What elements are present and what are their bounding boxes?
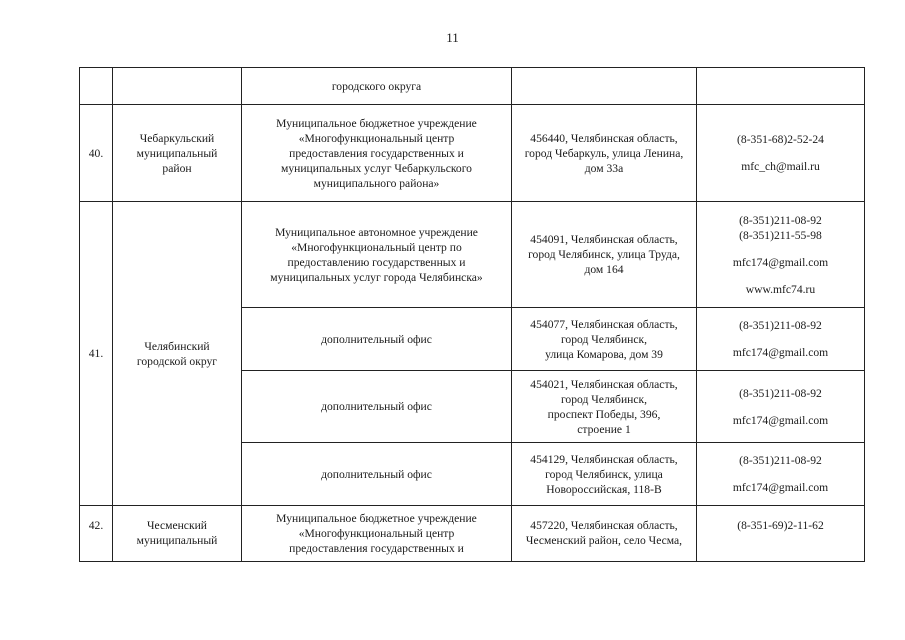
address-line: улица Комарова, дом 39 <box>545 347 663 361</box>
address-cell <box>512 506 696 561</box>
district-cell <box>113 506 241 561</box>
address-line: 454129, Челябинская область, <box>530 452 678 466</box>
organization-cell <box>242 371 511 442</box>
organization-line: муниципального района» <box>313 176 440 190</box>
contacts-cell <box>697 506 864 561</box>
row-number-cell <box>80 105 112 201</box>
organization-line: Муниципальное бюджетное учреждение <box>276 512 477 525</box>
district-line: Чесменский <box>147 519 207 532</box>
address-line: Чесменский район, село Чесма, <box>525 534 683 547</box>
address-line: 454077, Челябинская область, <box>530 317 678 331</box>
address-line: город Челябинск, улица Труда, <box>528 248 680 261</box>
address-line: строение 1 <box>577 422 631 436</box>
contacts-cell <box>697 308 864 370</box>
organization-cell <box>242 105 511 201</box>
row-number: 40. <box>88 146 104 160</box>
address-line: 456440, Челябинская область, <box>530 131 678 145</box>
district-line: городской округ <box>136 354 218 368</box>
organization-line: муниципальных услуг Чебаркульского <box>281 161 472 175</box>
address-line: проспект Победы, 396, <box>547 407 661 421</box>
organization-line: муниципальных услуг города Челябинска» <box>270 270 483 284</box>
address-cell <box>512 443 696 505</box>
organization-line: предоставления государственных и <box>289 146 464 160</box>
page-number: 11 <box>446 30 459 45</box>
organization-line: предоставлению государственных и <box>287 255 466 269</box>
email-link[interactable]: mfc174@gmail.com <box>732 346 829 359</box>
email-link[interactable]: mfc174@gmail.com <box>732 255 829 269</box>
organization-cell <box>242 308 511 370</box>
organization-line: дополнительный офис <box>321 467 432 481</box>
organization-line: предоставления государственных и <box>289 542 464 555</box>
organization-line: «Многофункциональный центр <box>298 527 455 540</box>
address-line: город Челябинск, <box>560 392 648 406</box>
organization-line: Муниципальное бюджетное учреждение <box>276 116 477 130</box>
email-link[interactable]: mfc174@gmail.com <box>732 481 829 494</box>
contacts-cell <box>697 202 864 307</box>
contacts-cell <box>697 371 864 442</box>
organization-line: дополнительный офис <box>321 332 432 346</box>
row-number-cell <box>80 202 112 505</box>
website-link[interactable]: www.mfc74.ru <box>745 282 816 296</box>
organization-cell <box>242 202 511 307</box>
address-cell <box>512 371 696 442</box>
district-line: муниципальный <box>136 146 218 160</box>
district-line: Челябинский <box>144 339 210 353</box>
contacts-cell <box>697 105 864 201</box>
address-line: Новороссийская, 118-В <box>546 482 662 496</box>
organization-line: дополнительный офис <box>321 400 432 413</box>
district-line: район <box>162 161 192 175</box>
address-cell <box>512 105 696 201</box>
phone: (8-351)211-08-92 <box>739 454 822 467</box>
organization-line: «Многофункциональный центр <box>298 131 455 145</box>
address-line: 454091, Челябинская область, <box>530 233 678 246</box>
phone: (8-351)211-08-92 <box>739 319 822 332</box>
organization-line: Муниципальное автономное учреждение <box>275 225 478 239</box>
phone: (8-351-68)2-52-24 <box>737 133 824 146</box>
district-line: Чебаркульский <box>139 131 215 145</box>
organization-cell <box>242 506 511 561</box>
address-line: дом 33а <box>584 161 624 175</box>
district-line: муниципальный <box>136 534 218 547</box>
row-number: 42. <box>88 519 104 532</box>
row-number-cell <box>80 506 112 561</box>
contacts-cell <box>697 443 864 505</box>
continued-org-cell <box>242 68 511 104</box>
phone: (8-351)211-08-92 <box>739 213 822 227</box>
address-line: город Челябинск, <box>560 332 648 346</box>
address-cell <box>512 202 696 307</box>
address-cell <box>512 308 696 370</box>
phone: (8-351)211-55-98 <box>739 228 822 242</box>
address-line: дом 164 <box>584 263 624 276</box>
email-link[interactable]: mfc_ch@mail.ru <box>741 160 820 173</box>
phone: (8-351)211-08-92 <box>739 386 822 400</box>
row-number: 41. <box>88 347 104 360</box>
address-line: город Челябинск, улица <box>545 467 663 481</box>
continued-org-text: городского округа <box>331 79 422 93</box>
email-link[interactable]: mfc174@gmail.com <box>732 413 829 427</box>
organization-line: «Многофункциональный центр по <box>291 240 462 254</box>
address-line: 457220, Челябинская область, <box>530 519 678 532</box>
address-line: город Чебаркуль, улица Ленина, <box>524 146 684 160</box>
organization-cell <box>242 443 511 505</box>
district-cell <box>113 105 241 201</box>
district-cell <box>113 202 241 505</box>
phone: (8-351-69)2-11-62 <box>737 519 824 532</box>
address-line: 454021, Челябинская область, <box>530 377 678 391</box>
